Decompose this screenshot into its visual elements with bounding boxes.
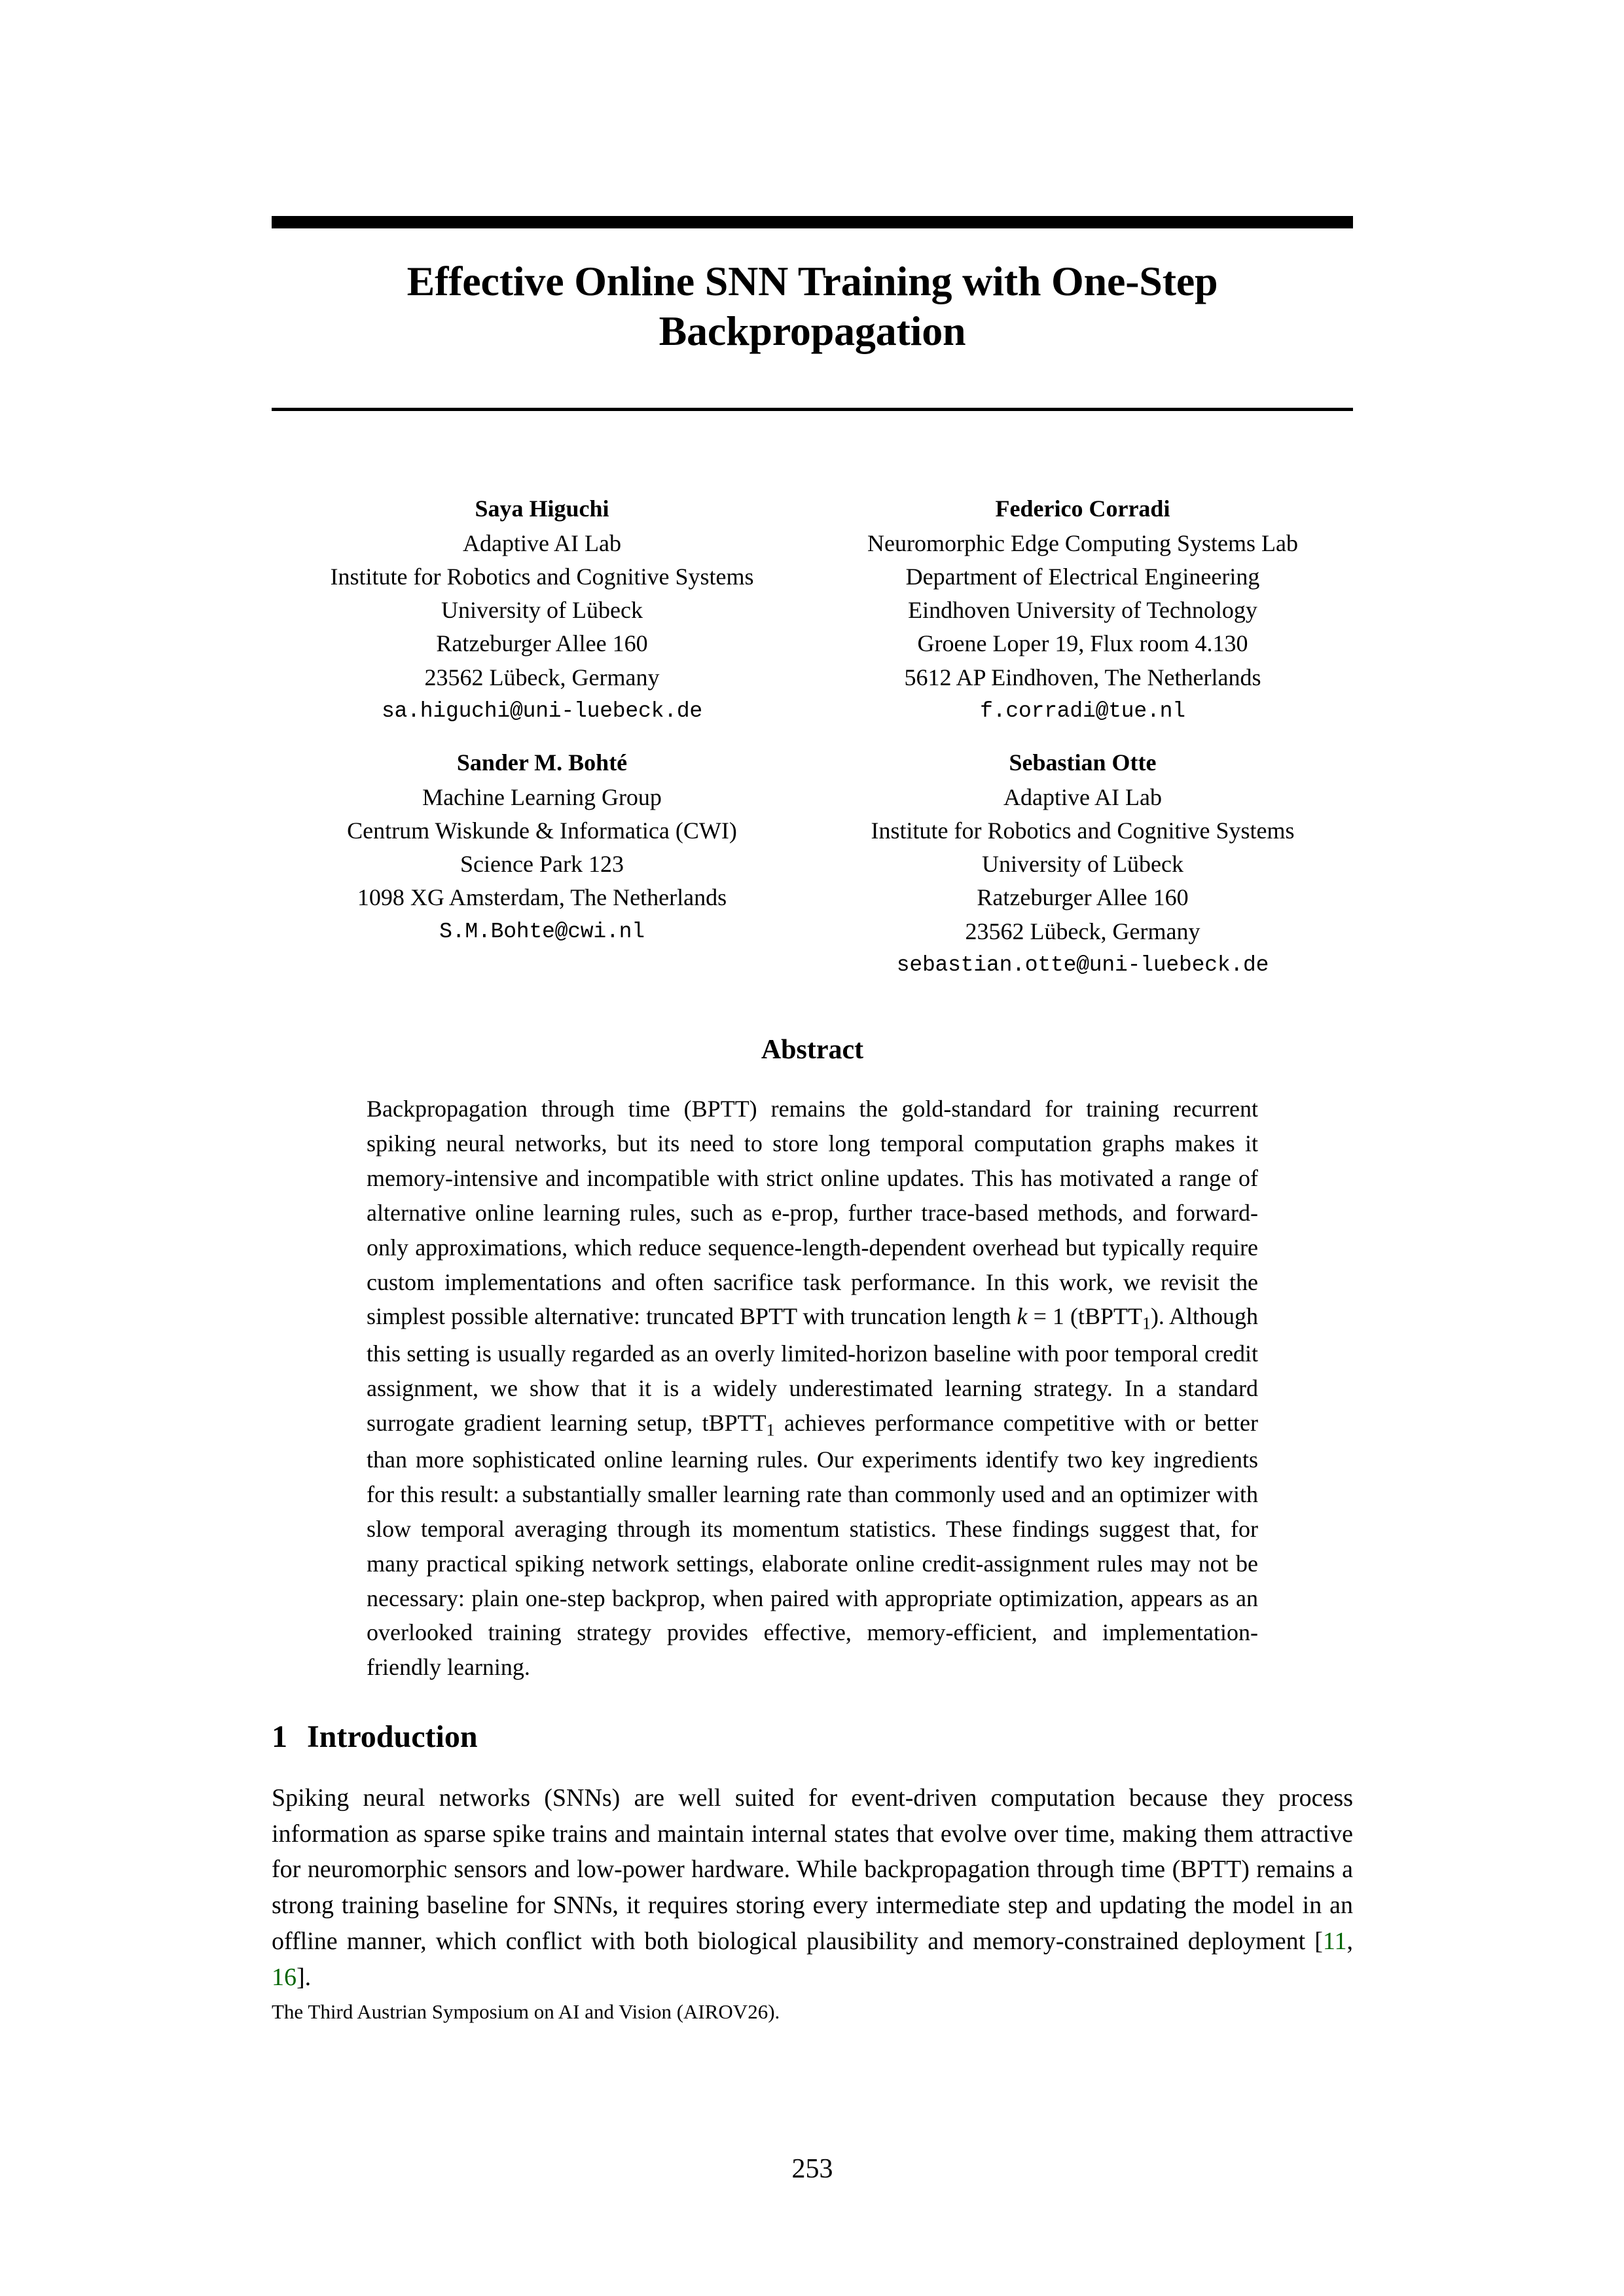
abstract-math-subscript-2: 1 — [766, 1420, 775, 1439]
citation-link-11[interactable]: 11 — [1322, 1927, 1347, 1955]
abstract-body — [367, 1092, 1258, 1685]
abstract-text-part-1: Backpropagation through time (BPTT) remains the gold-standard for training recurrent spiking neural networks, but its need to store long temporal computation graphs makes it memory-intensive and incompatible with strict online updates. This has motivated a range of alternative online learning rules, such as e-prop, further trace-based methods, and forward-only approximations, which reduce sequence-length-dependent overhead but typically require custom implementations and often sacrifice task performance. In this work, we revisit the simplest possible alternative: truncated BPTT with truncation length — [367, 1096, 1258, 1330]
title-line-1: Effective Online SNN Training with One-Step — [406, 258, 1218, 304]
abstract-math-eq: = 1 (tBPTT — [1027, 1303, 1142, 1330]
author-affiliation-line: 23562 Lübeck, Germany — [965, 918, 1200, 944]
author-affiliation-line: Science Park 123 — [460, 851, 624, 878]
author-email[interactable]: sa.higuchi@uni-luebeck.de — [381, 698, 703, 723]
section-number: 1 — [272, 1719, 287, 1754]
author-affiliation-line: 23562 Lübeck, Germany — [424, 664, 660, 691]
author-name: Sander M. Bohté — [456, 749, 628, 776]
author-email[interactable]: S.M.Bohte@cwi.nl — [439, 919, 645, 944]
author-name: Sebastian Otte — [1009, 749, 1157, 776]
page-title — [272, 257, 1353, 355]
author-affiliation-line: Groene Loper 19, Flux room 4.130 — [917, 630, 1248, 657]
author-row-2 — [272, 746, 1353, 981]
introduction-body — [272, 1780, 1353, 1995]
author-affiliation-line: Adaptive AI Lab — [463, 530, 621, 557]
abstract-text-part-2: ). Although this setting is usually regarded as an overly limited-horizon baseline with poor temporal credit assignment, we show that it is a widely underestimated learning strategy. In a standard surrogate gradient learning setup, tBPTT — [367, 1303, 1258, 1436]
abstract-paragraph — [367, 1092, 1258, 1685]
author-affiliation-line: University of Lübeck — [441, 597, 643, 624]
header-rule-thick — [272, 216, 1353, 228]
intro-text-part-2: ]. — [297, 1963, 312, 1991]
author-affiliation-line: Ratzeburger Allee 160 — [436, 630, 648, 657]
author-affiliation-line: Ratzeburger Allee 160 — [977, 884, 1189, 911]
author-affiliation-line: Adaptive AI Lab — [1003, 784, 1162, 811]
footnote-venue: The Third Austrian Symposium on AI and Vision (AIROV26). — [272, 2000, 780, 2023]
abstract-heading: Abstract — [761, 1035, 864, 1065]
author-affiliation-line: University of Lübeck — [982, 851, 1183, 878]
author-affiliation-line: Eindhoven University of Technology — [908, 597, 1257, 624]
header-rule-thin — [272, 408, 1353, 411]
author-name: Saya Higuchi — [475, 495, 609, 522]
title-line-2: Backpropagation — [659, 307, 966, 354]
section-title: Introduction — [307, 1719, 478, 1754]
author-block-bohte — [272, 746, 812, 981]
author-affiliation-line: Neuromorphic Edge Computing Systems Lab — [867, 530, 1298, 557]
author-affiliation-line: Department of Electrical Engineering — [905, 564, 1260, 590]
author-email[interactable]: sebastian.otte@uni-luebeck.de — [896, 952, 1269, 977]
author-block-corradi — [812, 492, 1353, 727]
author-affiliation-line: 5612 AP Eindhoven, The Netherlands — [904, 664, 1261, 691]
author-row-1 — [272, 492, 1353, 727]
author-name: Federico Corradi — [995, 495, 1170, 522]
author-affiliation-line: 1098 XG Amsterdam, The Netherlands — [357, 884, 727, 911]
author-affiliation-line: Centrum Wiskunde & Informatica (CWI) — [347, 817, 737, 844]
intro-text-part-1: Spiking neural networks (SNNs) are well suited for event-driven computation because they process information as sparse spike trains and maintain internal states that evolve over time, making them attractive for neuromorphic sensors and low-power hardware. While backpropagation through time (BPTT) remains a strong training baseline for SNNs, it requires storing every intermediate step and updating the model in an offline manner, which conflict with both biological plausibility and memory-constrained deployment [ — [272, 1784, 1353, 1955]
citation-separator: , — [1346, 1927, 1353, 1955]
page-number: 253 — [791, 2154, 833, 2184]
section-heading-introduction — [272, 1719, 1353, 1755]
author-affiliation-line: Institute for Robotics and Cognitive Systems — [330, 564, 754, 590]
citation-link-16[interactable]: 16 — [272, 1963, 297, 1991]
introduction-paragraph — [272, 1780, 1353, 1995]
author-block-otte — [812, 746, 1353, 981]
author-email[interactable]: f.corradi@tue.nl — [980, 698, 1185, 723]
abstract-text-part-3: achieves performance competitive with or better than more sophisticated online learning rules. Our experiments identify two key ingredients for this result: a substantially smaller learning rate than commonly used and an optimizer with slow temporal averaging through its momentum statistics. These findings suggest that, for many practical spiking network settings, elaborate online credit-assignment rules may not be necessary: plain one-step backprop, when paired with appropriate optimization, appears as an overlooked training strategy provides effective, memory-efficient, and implementation-friendly learning. — [367, 1409, 1258, 1681]
author-affiliation-line: Institute for Robotics and Cognitive Systems — [871, 817, 1295, 844]
abstract-math-k: k — [1017, 1303, 1028, 1330]
author-block-higuchi — [272, 492, 812, 727]
abstract-math-subscript: 1 — [1142, 1314, 1151, 1333]
author-affiliation-line: Machine Learning Group — [422, 784, 662, 811]
